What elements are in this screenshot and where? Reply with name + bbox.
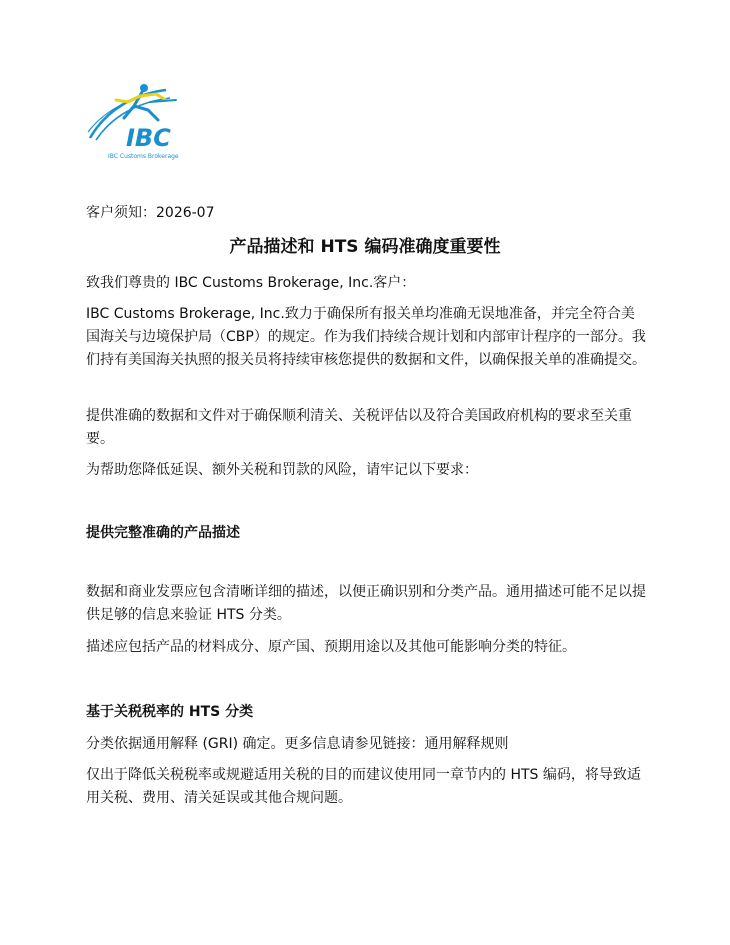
importance-paragraph: 提供准确的数据和文件对于确保顺利清关、关税评估以及符合美国政府机构的要求至关重要。 bbox=[86, 408, 632, 447]
runner-logo-icon bbox=[86, 80, 196, 162]
ibc-logo bbox=[86, 80, 196, 162]
section2-paragraph-1 bbox=[86, 733, 646, 756]
gri-link[interactable]: 通用解释规则 bbox=[424, 736, 509, 752]
section2-paragraph-2: 仅出于降低关税税率或规避适用关税的目的而建议使用同一章节内的 HTS 编码，将导致适用关税、费用、清关延误或其他合规问题。 bbox=[86, 767, 641, 806]
section1-paragraph-2: 描述应包括产品的材料成分、原产国、预期用途以及其他可能影响分类的特征。 bbox=[86, 639, 576, 655]
reminder-paragraph: 为帮助您降低延误、额外关税和罚款的风险，请牢记以下要求： bbox=[86, 462, 478, 478]
salutation: 致我们尊贵的 IBC Customs Brokerage, Inc.客户： bbox=[86, 275, 416, 291]
intro-paragraph: IBC Customs Brokerage, Inc.致力于确保所有报关单均准确无误地准备，并完全符合美国海关与边境保护局（CBP）的规定。作为我们持续合规计划和内部审计程序的一部分。我们持有美国海关执照的报关员将持续审核您提供的数据和文件，以确保报关单的准确提交。 bbox=[86, 306, 646, 368]
logo-brand-text: IBC bbox=[126, 124, 171, 152]
logo-sub-text: IBC Customs Brokerage bbox=[108, 153, 179, 160]
notice-date: 客户须知：2026-07 bbox=[86, 205, 215, 221]
section1-paragraph-1: 数据和商业发票应包含清晰详细的描述，以便正确识别和分类产品。通用描述可能不足以提供足够的信息来验证 HTS 分类。 bbox=[86, 584, 646, 623]
section-heading-hts-classification: 基于关税税率的 HTS 分类 bbox=[86, 704, 254, 720]
section-heading-product-description: 提供完整准确的产品描述 bbox=[86, 525, 240, 541]
page-title: 产品描述和 HTS 编码准确度重要性 bbox=[229, 237, 501, 257]
section2-paragraph-1-text: 分类依据通用解释 (GRI) 确定。更多信息请参见链接： bbox=[86, 736, 425, 752]
